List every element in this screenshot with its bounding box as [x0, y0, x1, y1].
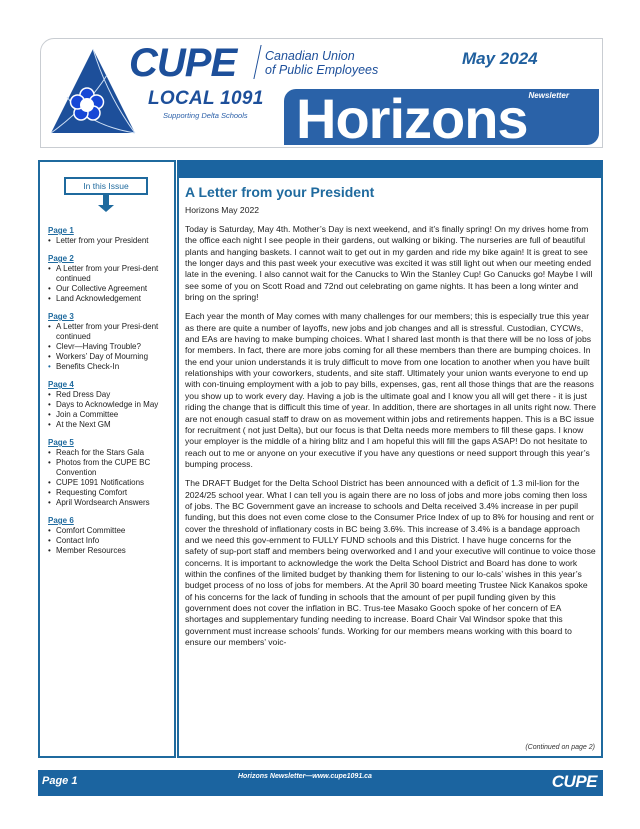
article-paragraph: Today is Saturday, May 4th. Mother’s Day is next weekend, and it’s finally spring! On my drives home from the office each night I see people in their gardens, out walking or biking. The nurseries are full of beautiful plants and hanging baskets. I cannot wait to get out in my garden and ride my bike again! It is great to see the longer days and this past week your executive was excited it was still light out when our meeting ended late in the evening. I also cannot wait for the Canucks to Win the Stanley Cup! Go Canucks go! Maybe I will see some of you on Scott Road and 72nd out celebrating on game nights. It has been a long winter and bring on the spring!: [185, 224, 593, 303]
toc-item: • Land Acknowledgement: [48, 294, 174, 304]
toc-page-link[interactable]: Page 2: [48, 254, 74, 263]
toc-section-page-4: [48, 380, 174, 430]
toc-page-link[interactable]: Page 4: [48, 380, 74, 389]
toc-item: • Member Resources: [48, 546, 174, 556]
toc-item: • Benefits Check-In: [48, 362, 174, 372]
toc-section-page-3: [48, 312, 174, 372]
article-paragraph: The DRAFT Budget for the Delta School District has been announced with a deficit of 1.3 mil-lion for the 2024/25 school year. What I can tell you is again there are no loss of jobs and more jobs coming then loss of jobs. The BC Government gave an increase to schools and Delta received 3.4% increase in per pupil funding, but this does not even come close to the Consumer Price Index of up to 8% for housing and rent or cover the threshold of inflationary costs in BC being 3.6%. This increase of 3.4% is a bandage approach and we need this gov-ernment to FULLY FUND schools and this District. I have huge concerns for the safety of sup-port staff and members being overworked and I and your executive will continue to voice those concerns. It is important to acknowledge the work the Delta School District and Board has done to work within the confines of the limited budget by thanking them for listening to our lo-cals’ wishes in this year’s budget process of no loss of jobs for members. At the April 30 board meeting Trustee Nick Kanakos spoke of his concerns for the lack of funding in schools that the amount of per pupil funding given by this government does not cover the inflation in BC. Trus-tee Masako Gooch spoke of her concern of EA shortages and supplementary funding needing to increase. Board Chair Val Windsor spoke that this government must increase schools’ funds. Working for our members means working with this board to ensure our members’ voic-: [185, 478, 596, 648]
toc-item: • Our Collective Agreement: [48, 284, 174, 294]
union-name-line1: Canadian Union: [265, 49, 355, 63]
article-title: A Letter from your President: [185, 184, 375, 200]
page-number: Page 1: [42, 775, 78, 787]
newsletter-title: Horizons: [296, 87, 528, 150]
toc-page-link[interactable]: Page 1: [48, 226, 74, 235]
down-arrow-head-icon: [98, 205, 114, 212]
toc-section-page-5: [48, 438, 174, 508]
cupe-wordmark: CUPE: [129, 41, 237, 85]
toc-item: • Days to Acknowledge in May: [48, 400, 174, 410]
newsletter-banner: [284, 87, 599, 150]
toc-item: • Letter from your President: [48, 236, 174, 246]
article-paragraph: Each year the month of May comes with many challenges for our members; this is especially true this year as there are quite a number of layoffs, new jobs and job changes and all is stressful. Custodian, CYCWs, and EAs are having to make bumping choices. What I shared last month is that there will be no loss of jobs for members. In fact, there are more jobs coming for all these members than there are bumping choices. In the end your union understands it is truly difficult to move from one location to another when you have built relationships with your coworkers, students, and site staff. Ultimately your union wants everyone to end up with con-tinuing employment with a job to pay bills, expenses, gas, rent all those things that are the reasons you show up to work every day. Having a job is the ultimate goal and I know you all will get there - it is just riding the change that is difficult this time of year. In addition, there are shortages in all units right now. There are not enough casual staff to draw on as movement within jobs and retirements happen. This is a BC issue for recruitment ( not just Delta), but our focus is that Delta needs more members to fill these gaps. I know your employer is the middle of a hiring blitz and I am hopeful this will fill the gaps ASAP! Do not hesitate to reach out to me or anyone on your executive if you have any questions or need support through this year’s bumping process.: [185, 311, 596, 469]
divider: [253, 45, 261, 79]
toc-item: • Red Dress Day: [48, 390, 174, 400]
cupe-footer-logo: CUPE: [551, 772, 597, 791]
toc-page-link[interactable]: Page 5: [48, 438, 74, 447]
page-footer: [38, 770, 603, 796]
president-letter-article: [177, 160, 603, 758]
article-body: [185, 224, 596, 656]
toc-item: • A Letter from your Presi-dent continued: [48, 322, 174, 342]
masthead: [40, 38, 603, 148]
toc-item: • A Letter from your Presi-dent continued: [48, 264, 174, 284]
toc-item: • April Wordsearch Answers: [48, 498, 174, 508]
toc-item: • Comfort Committee: [48, 526, 174, 536]
toc-page-link[interactable]: Page 6: [48, 516, 74, 525]
toc-section-page-1: [48, 226, 174, 246]
toc-item: • Requesting Comfort: [48, 488, 174, 498]
toc-item: • Join a Committee: [48, 410, 174, 420]
union-full-name: [265, 49, 378, 77]
toc-item: • Reach for the Stars Gala: [48, 448, 174, 458]
toc-section-page-6: [48, 516, 174, 556]
cupe-triangle-logo-icon: [47, 45, 139, 137]
article-subtitle: Horizons May 2022: [185, 205, 260, 215]
toc-page-link[interactable]: Page 3: [48, 312, 74, 321]
table-of-contents: [48, 226, 174, 564]
issue-date: May 2024: [462, 49, 538, 68]
newsletter-label: Newsletter: [528, 91, 569, 100]
toc-section-page-2: [48, 254, 174, 304]
continued-note: (Continued on page 2): [525, 744, 595, 751]
local-number: LOCAL 1091: [148, 88, 264, 109]
union-name-line2: of Public Employees: [265, 63, 379, 77]
in-this-issue-sidebar: [38, 160, 176, 758]
in-this-issue-heading: In this Issue: [64, 177, 148, 195]
footer-website: Horizons Newsletter—www.cupe1091.ca: [238, 773, 372, 780]
local-tagline: Supporting Delta Schools: [163, 111, 248, 120]
toc-item: • Clevr—Having Trouble?: [48, 342, 174, 352]
toc-item: • Photos from the CUPE BC Convention: [48, 458, 174, 478]
toc-item: • Workers’ Day of Mourning: [48, 352, 174, 362]
toc-item: • Contact Info: [48, 536, 174, 546]
toc-item: • At the Next GM: [48, 420, 174, 430]
toc-item: • CUPE 1091 Notifications: [48, 478, 174, 488]
